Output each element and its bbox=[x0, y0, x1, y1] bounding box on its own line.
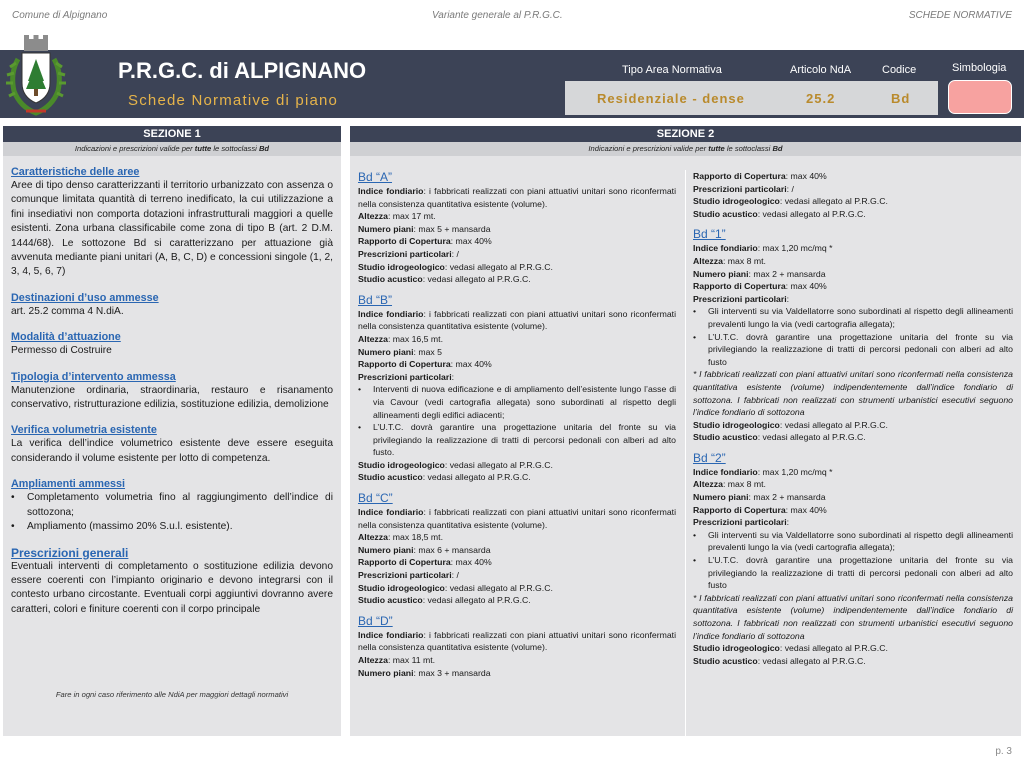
subzone-1-np bbox=[693, 268, 1013, 281]
text-fragment: : max 5 + mansarda bbox=[413, 223, 491, 234]
subzone-d-si bbox=[693, 195, 1013, 208]
page-number: p. 3 bbox=[995, 746, 1012, 757]
column-divider bbox=[685, 170, 686, 736]
subzone-c-sa bbox=[358, 594, 676, 607]
text-fragment: Prescrizioni particolari bbox=[358, 371, 452, 382]
list-item: • Interventi di nuova edificazione e di ampliamento dell’esistente lungo l’asse di via Cavour (vedi cartografia allegata) sono subordinati al rispetto degli allineamenti degli edifici adiacenti; bbox=[358, 383, 676, 421]
top-right-text: SCHEDE NORMATIVE bbox=[908, 10, 1012, 21]
subzone-b-rc bbox=[358, 358, 676, 371]
subzone-d-sa bbox=[693, 208, 1013, 221]
subzone-2-note: * I fabbricati realizzati con piani attuativi unitari sono riconfermati nella consistenza quantitativa esistente (volume) indipendentemente dall’indice fondiario di sottozona. I fabbricati non realizzati con strumenti urbanistici esecutivi seguono l’indice fondiario di sottozona bbox=[693, 592, 1013, 641]
heading-modalita: Modalità d’attuazione bbox=[11, 331, 121, 344]
top-left-text: Comune di Alpignano bbox=[12, 10, 108, 21]
text-fragment: tutte bbox=[194, 144, 212, 153]
text-fragment: : max 40% bbox=[450, 359, 492, 370]
text-fragment: : vedasi allegato al P.R.G.C. bbox=[444, 261, 553, 272]
val-cod: Bd bbox=[891, 91, 911, 106]
subzone-d-np bbox=[358, 667, 676, 680]
text-fragment: : max 8 mt. bbox=[722, 255, 766, 266]
subzone-a-heading: Bd “A” bbox=[358, 170, 393, 184]
text-fragment: Indice fondiario bbox=[358, 507, 424, 518]
text-fragment: Studio acustico bbox=[358, 472, 423, 483]
text-fragment: Studio idrogeologico bbox=[358, 459, 445, 470]
subzone-c-pp bbox=[358, 569, 676, 582]
text-destinazioni: art. 25.2 comma 4 N.diA. bbox=[11, 305, 124, 317]
list-item: • Completamento volumetria fino al raggiungimento dell’indice di sottozona; bbox=[11, 491, 333, 520]
col-tipo-label: Tipo Area Normativa bbox=[622, 64, 722, 76]
list-item: • Ampliamento (massimo 20% S.u.l. esistente). bbox=[11, 520, 333, 534]
subzone-2-alt bbox=[693, 478, 1013, 491]
subzone-a-sa bbox=[358, 273, 676, 286]
subzone-1-rc bbox=[693, 280, 1013, 293]
text-fragment: Altezza bbox=[358, 211, 388, 222]
text-fragment: : i fabbricati realizzati con piani attuativi unitari sono riconfermati nella consistenza quantitativa esistente (volume). bbox=[358, 629, 676, 653]
col-art-label: Articolo NdA bbox=[790, 64, 852, 76]
text-fragment: Numero piani bbox=[358, 223, 414, 234]
subzone-c-heading: Bd “C” bbox=[358, 491, 393, 506]
section-2-right-column bbox=[693, 170, 1013, 667]
text-fragment: : / bbox=[451, 570, 459, 581]
text-fragment: Studio acustico bbox=[693, 432, 758, 443]
text-fragment: : max 40% bbox=[450, 557, 492, 568]
text-fragment: : vedasi allegato al P.R.G.C. bbox=[422, 274, 531, 285]
text-fragment: le sottoclassi bbox=[211, 144, 259, 153]
page-title: P.R.G.C. di ALPIGNANO bbox=[118, 58, 367, 83]
text-fragment: Prescrizioni particolari bbox=[693, 293, 787, 304]
list-item: • L’U.T.C. dovrà garantire una progettazione unitaria del fronte su via privilegiando la realizzazione di tratti di percorsi pedonali con alberi ad alto fusto. bbox=[358, 421, 676, 459]
text-fragment: : max 40% bbox=[450, 236, 492, 247]
text-fragment: Rapporto di Copertura bbox=[693, 504, 786, 515]
text-fragment: Indice fondiario bbox=[693, 466, 758, 477]
subzone-2-if bbox=[693, 466, 1013, 479]
list-ampliamenti bbox=[11, 491, 333, 534]
subzone-c-if bbox=[358, 506, 676, 531]
heading-destinazioni: Destinazioni d’uso ammesse bbox=[11, 291, 159, 304]
subzone-b-sa bbox=[358, 471, 676, 484]
subzone-d-pp bbox=[693, 183, 1013, 196]
subzone-2-sa bbox=[693, 655, 1013, 668]
subzone-a-if bbox=[358, 185, 676, 210]
text-fragment: Numero piani bbox=[358, 544, 414, 555]
subzone-a-pp bbox=[358, 248, 676, 261]
text-fragment: Studio acustico bbox=[693, 208, 758, 219]
text-fragment: : max 40% bbox=[785, 171, 827, 181]
subzone-1-pp bbox=[693, 293, 1013, 306]
header-bar bbox=[0, 50, 1024, 118]
text-fragment: Altezza bbox=[358, 655, 388, 665]
text-verifica: La verifica dell’indice volumetrico esistente deve essere eseguita considerando il volume esistente per lotto di competenza. bbox=[11, 438, 333, 464]
subzone-c-si bbox=[358, 582, 676, 595]
text-fragment: : vedasi allegato al P.R.G.C. bbox=[779, 643, 888, 654]
text-fragment: : bbox=[786, 517, 790, 528]
heading-prescrizioni: Prescrizioni generali bbox=[11, 545, 129, 560]
text-fragment: Indicazioni e prescrizioni valide per bbox=[588, 144, 709, 153]
text-fragment: : vedasi allegato al P.R.G.C. bbox=[422, 595, 531, 606]
subzone-2-rc bbox=[693, 504, 1013, 517]
text-fragment: Rapporto di Copertura bbox=[693, 281, 786, 292]
subzone-b-alt bbox=[358, 333, 676, 346]
text-fragment: : vedasi allegato al P.R.G.C. bbox=[757, 208, 866, 219]
text-fragment: Numero piani bbox=[358, 346, 414, 357]
subzone-a-np bbox=[358, 223, 676, 236]
list-item: • L’U.T.C. dovrà garantire una progettazione unitaria del fronte su via privilegiando la realizzazione di tratti di percorsi pedonali con alberi ad alto fusto bbox=[693, 554, 1013, 592]
subzone-b-si bbox=[358, 459, 676, 472]
text-fragment: Studio idrogeologico bbox=[693, 419, 780, 430]
section-2-subtitle bbox=[350, 142, 1021, 156]
top-bar bbox=[0, 0, 1024, 26]
text-fragment: : max 2 + mansarda bbox=[748, 492, 826, 503]
text-fragment: Studio idrogeologico bbox=[693, 643, 780, 654]
list-item: • Gli interventi su via Valdellatorre sono subordinati al rispetto degli allineamenti prevalenti lungo la via (vedi cartografia allegata); bbox=[693, 305, 1013, 330]
page-subtitle: Schede Normative di piano bbox=[128, 92, 339, 109]
text-fragment: Studio acustico bbox=[693, 655, 758, 666]
text-fragment: Prescrizioni particolari bbox=[693, 517, 787, 528]
text-fragment: : vedasi allegato al P.R.G.C. bbox=[444, 459, 553, 470]
text-fragment: : vedasi allegato al P.R.G.C. bbox=[444, 582, 553, 593]
subzone-c-rc bbox=[358, 556, 676, 569]
text-fragment: : vedasi allegato al P.R.G.C. bbox=[779, 196, 888, 207]
subzone-b-list bbox=[358, 383, 676, 459]
subzone-2-list bbox=[693, 529, 1013, 592]
text-fragment: : max 11 mt. bbox=[387, 655, 436, 665]
text-fragment: Prescrizioni particolari bbox=[358, 570, 452, 581]
text-fragment: Altezza bbox=[358, 333, 388, 344]
symbology-swatch bbox=[948, 80, 1012, 114]
section-1-title: SEZIONE 1 bbox=[3, 126, 341, 142]
subzone-d-alt bbox=[358, 654, 676, 667]
subzone-2-np bbox=[693, 491, 1013, 504]
heading-tipologia: Tipologia d’intervento ammessa bbox=[11, 370, 176, 383]
section-1-footnote: Fare in ogni caso riferimento alle NdiA per maggiori dettagli normativi bbox=[55, 690, 289, 699]
list-item: • Gli interventi su via Valdellatorre sono subordinati al rispetto degli allineamenti prevalenti lungo la via (vedi cartografia allegata); bbox=[693, 529, 1013, 554]
text-fragment: Rapporto di Copertura bbox=[693, 171, 786, 181]
text-fragment: : max 3 + mansarda bbox=[413, 667, 491, 678]
text-fragment: : bbox=[786, 293, 790, 304]
text-fragment: : max 16,5 mt. bbox=[387, 333, 443, 344]
text-fragment: Rapporto di Copertura bbox=[358, 359, 451, 370]
text-fragment: : max 40% bbox=[785, 504, 827, 515]
coat-of-arms-icon bbox=[4, 33, 68, 119]
text-fragment: : max 6 + mansarda bbox=[413, 544, 491, 555]
section-1-subtitle bbox=[3, 142, 341, 156]
col-cod-label: Codice bbox=[882, 64, 917, 76]
text-fragment: tutte bbox=[708, 144, 725, 153]
subzone-b-np bbox=[358, 346, 676, 359]
subzone-1-alt bbox=[693, 255, 1013, 268]
heading-caratteristiche: Caratteristiche delle aree bbox=[11, 166, 140, 178]
text-fragment: : / bbox=[786, 183, 794, 194]
text-fragment: Prescrizioni particolari bbox=[358, 248, 452, 259]
subzone-d-heading: Bd “D” bbox=[358, 613, 393, 628]
text-fragment: : max 8 mt. bbox=[722, 479, 766, 490]
text-fragment: : i fabbricati realizzati con piani attuativi unitari sono riconfermati nella consistenza quantitativa esistente (volume). bbox=[358, 507, 676, 530]
text-fragment: : max 5 bbox=[413, 346, 443, 357]
text-fragment: : max 17 mt. bbox=[387, 211, 436, 222]
subzone-c-np bbox=[358, 544, 676, 557]
text-fragment: Altezza bbox=[693, 255, 723, 266]
text-fragment: : vedasi allegato al P.R.G.C. bbox=[757, 655, 866, 666]
list-item: • L’U.T.C. dovrà garantire una progettazione unitaria del fronte su via privilegiando la realizzazione di tratti di percorsi pedonali con alberi ad alto fusto bbox=[693, 331, 1013, 369]
subzone-1-list bbox=[693, 305, 1013, 368]
subzone-b-heading: Bd “B” bbox=[358, 292, 393, 307]
col-sym-label: Simbologia bbox=[952, 62, 1007, 74]
text-fragment: le sottoclassi bbox=[724, 144, 773, 153]
subzone-2-pp bbox=[693, 516, 1013, 529]
subzone-2-heading: Bd “2” bbox=[693, 450, 726, 465]
subzone-b-pp bbox=[358, 371, 676, 384]
text-fragment: : vedasi allegato al P.R.G.C. bbox=[422, 472, 531, 483]
subzone-1-note: * I fabbricati realizzati con piani attuativi unitari sono riconfermati nella consistenza quantitativa esistente (volume) indipendentemente dall’indice fondiario di sottozona. I fabbricati non realizzati con strumenti urbanistici esecutivi seguono l’indice fondiario di sottozona bbox=[693, 369, 1013, 418]
text-fragment: : max 2 + mansarda bbox=[748, 268, 826, 279]
subzone-a-alt bbox=[358, 210, 676, 223]
text-fragment: Numero piani bbox=[693, 492, 749, 503]
text-fragment: : max 40% bbox=[785, 281, 827, 292]
text-caratteristiche: Aree di tipo denso caratterizzanti il territorio urbanizzato con assenza o comunque limitata quantità di terreno inedificato, la cui utilizzazione a fini insediativi non comporta dotazioni infrastrutturali maggiori a quelle esistenti. Zona urbana classificabile come zona di tipo B (art. 2 D.M. 1444/68). Le sottozone Bd si caratterizzano per attuazione già avvenuta mediante piani unitari (A, B, C, D) e concessioni singole (1, 2, 3, 4, 5, 6, 7) bbox=[11, 180, 333, 278]
subzone-2-si bbox=[693, 642, 1013, 655]
text-fragment: Numero piani bbox=[693, 268, 749, 279]
text-fragment: : bbox=[451, 371, 455, 382]
top-center-text: Variante generale al P.R.G.C. bbox=[432, 10, 563, 21]
subzone-1-heading: Bd “1” bbox=[693, 227, 726, 242]
val-tipo: Residenziale - dense bbox=[597, 91, 745, 106]
subzone-b-if bbox=[358, 308, 676, 333]
text-fragment: Indice fondiario bbox=[358, 308, 424, 319]
text-fragment: Prescrizioni particolari bbox=[693, 183, 787, 194]
text-fragment: : / bbox=[451, 248, 459, 259]
text-fragment: Indice fondiario bbox=[358, 186, 424, 196]
text-fragment: : i fabbricati realizzati con piani attuativi unitari sono riconfermati nella consistenza quantitativa esistente (volume). bbox=[358, 308, 676, 332]
text-fragment: : vedasi allegato al P.R.G.C. bbox=[779, 419, 888, 430]
subzone-1-sa bbox=[693, 431, 1013, 444]
section-1-panel bbox=[3, 126, 341, 736]
text-fragment: Rapporto di Copertura bbox=[358, 557, 451, 568]
text-tipologia: Manutenzione ordinaria, straordinaria, restauro e risanamento conservativo, ristrutturazione edilizia, sostituzione edilizia, demolizione bbox=[11, 384, 333, 411]
text-fragment: : i fabbricati realizzati con piani attuativi unitari sono riconfermati nella consistenza quantitativa esistente (volume). bbox=[358, 186, 676, 209]
text-fragment: Studio acustico bbox=[358, 274, 423, 285]
text-fragment: Rapporto di Copertura bbox=[358, 236, 451, 247]
subzone-1-if bbox=[693, 242, 1013, 255]
text-fragment: Bd bbox=[772, 144, 783, 153]
text-fragment: Altezza bbox=[693, 479, 723, 490]
text-fragment: Indice fondiario bbox=[358, 629, 424, 640]
text-fragment: Indice fondiario bbox=[693, 243, 758, 254]
text-fragment: : max 1,20 mc/mq * bbox=[757, 466, 833, 477]
text-fragment: Numero piani bbox=[358, 667, 414, 678]
section-2-panel bbox=[350, 126, 1021, 736]
text-fragment: Studio acustico bbox=[358, 595, 423, 606]
text-fragment: : max 18,5 mt. bbox=[387, 532, 443, 543]
text-fragment: : max 1,20 mc/mq * bbox=[757, 243, 833, 254]
text-prescrizioni: Eventuali interventi di completamento o sostituzione edilizia devono essere coerenti con l’impianto originario e devono integrarsi con il contesto urbano circostante. Eventuali corpi aggiuntivi dovranno avere caratteri, colori e finiture coerenti con il corpo principale bbox=[11, 560, 333, 615]
heading-verifica: Verifica volumetria esistente bbox=[11, 424, 157, 437]
text-fragment: Studio idrogeologico bbox=[358, 582, 445, 593]
section-2-title: SEZIONE 2 bbox=[350, 126, 1021, 142]
text-modalita: Permesso di Costruire bbox=[11, 345, 112, 357]
text-fragment: : vedasi allegato al P.R.G.C. bbox=[757, 432, 866, 443]
val-art: 25.2 bbox=[806, 91, 836, 106]
subzone-d-rc bbox=[693, 170, 1013, 183]
text-fragment: Indicazioni e prescrizioni valide per bbox=[74, 144, 195, 153]
text-fragment: Bd bbox=[258, 144, 270, 153]
text-fragment: Studio idrogeologico bbox=[693, 196, 780, 207]
heading-ampliamenti: Ampliamenti ammessi bbox=[11, 478, 126, 491]
text-fragment: Studio idrogeologico bbox=[358, 261, 445, 272]
subzone-1-si bbox=[693, 419, 1013, 432]
subzone-a-rc bbox=[358, 235, 676, 248]
subzone-d-if bbox=[358, 629, 676, 654]
section-2-left-column bbox=[358, 170, 676, 679]
subzone-a-si bbox=[358, 261, 676, 274]
text-fragment: Altezza bbox=[358, 532, 388, 543]
subzone-c-alt bbox=[358, 531, 676, 544]
